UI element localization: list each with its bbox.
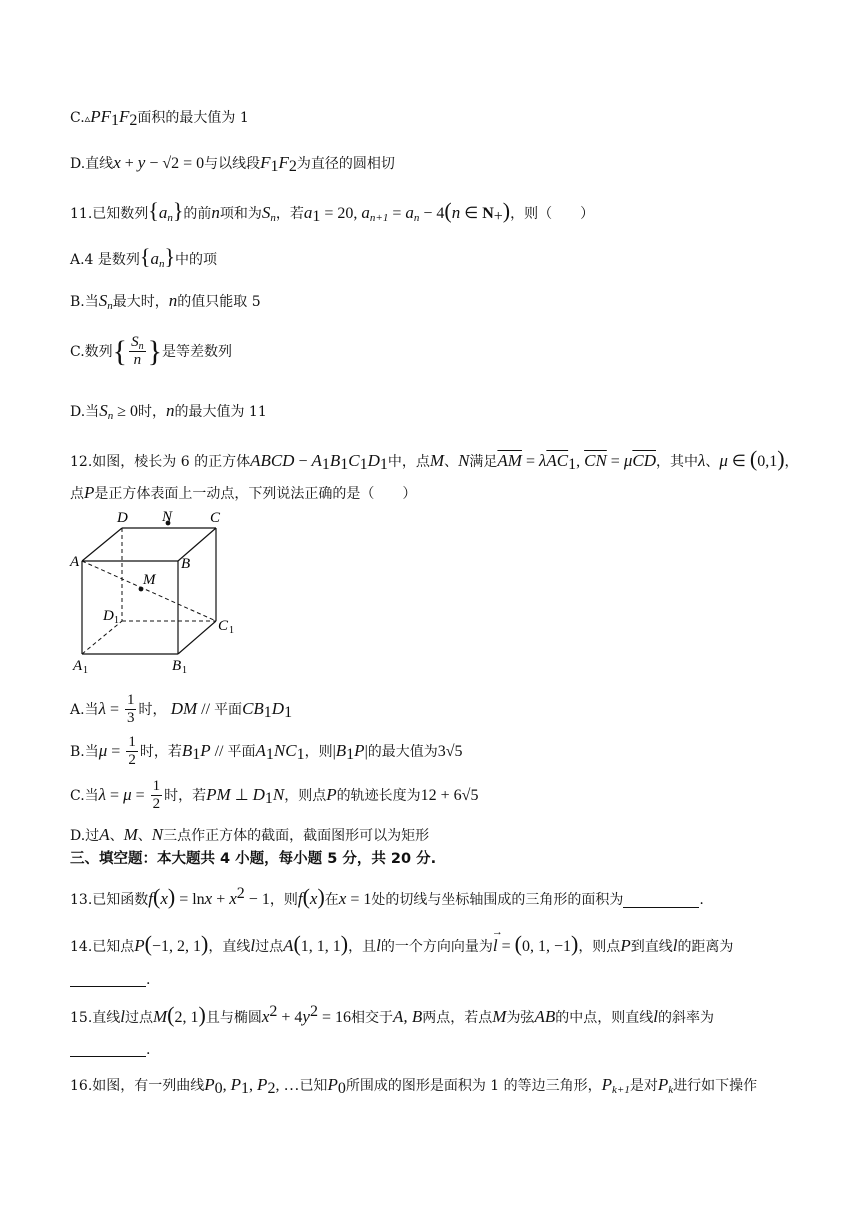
q13: 13.已知函数$f(x) = \ln x + x^2 - 1$，则f(x)在x = 1处的切线与坐标轴围成的三角形的面积为 . [70, 884, 704, 909]
label-c1: C [218, 618, 229, 634]
edge-ad [82, 528, 122, 561]
q12-option-a: A.当λ = $\frac{1}{3}$ 时， DM // 平面$CB_1D_1$ [70, 692, 293, 727]
q15-line2: . [70, 1042, 150, 1057]
q12-stem-line1: 12.如图，棱长为 6 的正方体ABCD − $A_1B_1C_1D_1$中，点M、N满足$\overline{AM} = \lambda\overline{AC}_1$, $\overline{CN} = \mu\overline{CD}$，其中λ、μ ∈ (0,1)， [70, 446, 799, 473]
label-n: N [162, 509, 173, 525]
label-d1-sub: 1 [114, 615, 119, 626]
q12-option-b: B.当μ = $\frac{1}{2}$ 时，若$B_1P$ // 平面$A_1NC_1$，则$|B_1P|$的最大值为3√5 [70, 734, 463, 769]
cube-figure [66, 508, 246, 678]
q11-option-c: C.数列{ $\frac{S_n}{n}$ }是等差数列 [70, 334, 232, 369]
q16-line1: 16.如图，有一列曲线$P_0$, $P_1$, $P_2$, …已知$P_0$所围成的图形是面积为 1 的等边三角形，$P_{k+1}$是对$P_k$进行如下操作 [70, 1075, 758, 1097]
section-3-heading: 三、填空题：本大题共 4 小题，每小题 5 分，共 20 分. [70, 851, 437, 867]
label-d1: D [103, 608, 114, 624]
label-c1-sub: 1 [229, 625, 234, 636]
q14-answer-blank [70, 972, 146, 987]
label-b1-sub: 1 [182, 665, 187, 676]
edge-b1c1 [178, 621, 216, 654]
label-a: A [70, 554, 80, 570]
q14-line2: . [70, 972, 150, 987]
q10-option-c: $C.▵PF_1F_2$面积的最大值为 1 [70, 107, 249, 129]
q12-stem-line2: 点P是正方体表面上一动点，下列说法正确的是（ ） [70, 483, 417, 502]
label-b: B [181, 556, 191, 572]
label-c: C [210, 510, 221, 526]
q11-option-b: B.当$S_n$最大时，n的值只能取 5 [70, 291, 261, 312]
label-d: D [117, 510, 128, 526]
q11-option-d: D.当$S_n \ge 0$时，n的最大值为 11 [70, 401, 267, 422]
q12-option-c: C.当λ = μ = $\frac{1}{2}$ 时，若PM ⊥ $D_1N$，则点P的轨迹长度为12 + 6√5 [70, 778, 479, 813]
q15-answer-blank [70, 1042, 146, 1057]
q12-option-d: D.过A、M、N三点作正方体的截面，截面图形可以为矩形 [70, 825, 430, 844]
q11-option-a: A.4 是数列$\{a_n\}$中的项 [70, 244, 218, 270]
q15-line1: 15.直线l过点M(2, 1)且与椭圆$x^2 + 4y^2 = 16$相交于A, B两点，若点M为弦AB的中点，则直线l的斜率为 [70, 1002, 714, 1027]
label-m: M [143, 572, 156, 588]
q11-stem: 11.已知数列$\{a_n\}$的前n项和为$S_n$，若$a_1 = 20$, $a_{n+1} = a_n - 4(n$ ∈ $N_+$)，则（ ） [70, 198, 595, 225]
label-a1: A [73, 658, 83, 674]
q14-line1: 14.已知点P(−1, 2, 1)，直线l过点A(1, 1, 1)，且l的一个方向向量为l → = (0, 1, −1)，则点P到直线l的距离为 [70, 926, 734, 956]
label-a1-sub: 1 [83, 665, 88, 676]
q13-answer-blank [623, 893, 699, 908]
label-b1: B [172, 658, 182, 674]
q10-option-d: D.直线x + y − √2 = 0与以线段$F_1F_2$为直径的圆相切 [70, 153, 395, 175]
